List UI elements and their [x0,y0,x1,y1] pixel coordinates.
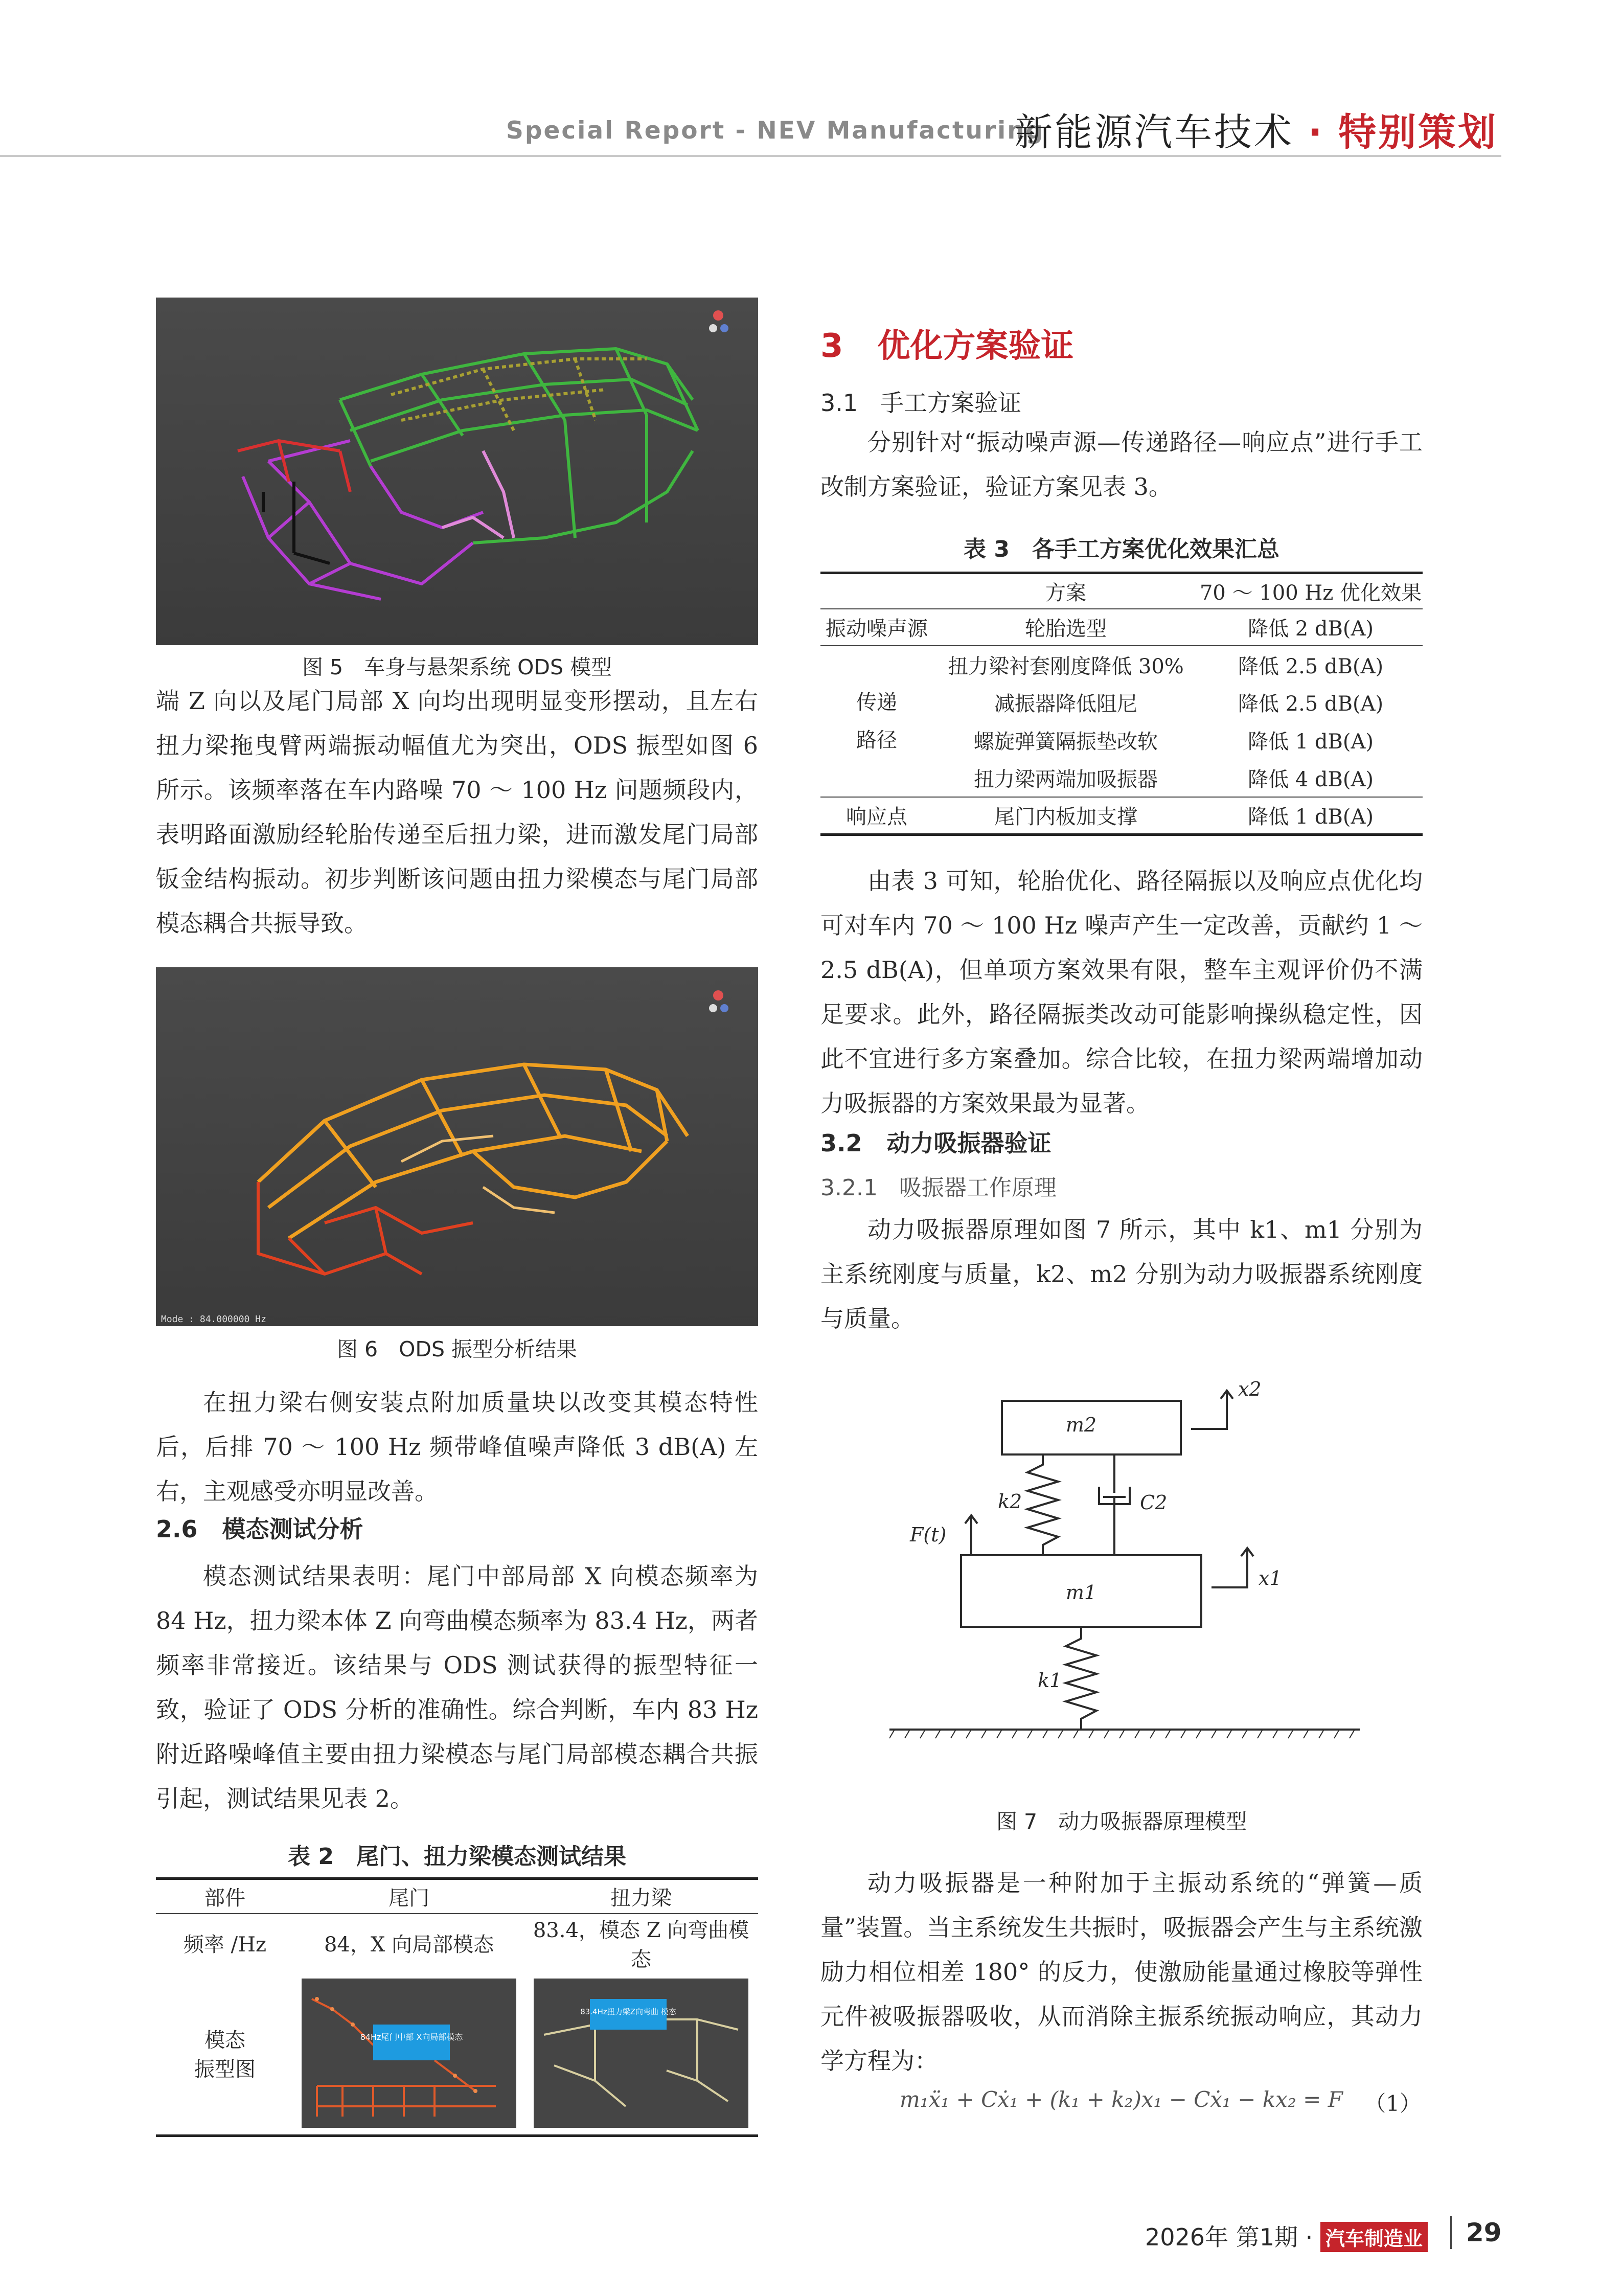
table-2-mode-label [156,1972,294,2136]
figure-6-caption: 图 6 ODS 振型分析结果 [336,1337,578,1361]
table-3-scheme: 扭力梁衬套刚度降低 30% [948,654,1184,678]
header-cn-main: 新能源汽车技术 [1015,110,1294,154]
figure-5-ods-model-drawing [156,298,758,645]
tailgate-mode-label-box [373,2025,450,2060]
section-2-6-number: 2.6 [156,1515,198,1543]
section-3-number: 3 [820,327,843,365]
torsion-beam-mode-image [534,1979,748,2128]
figure-5-caption: 图 5 车身与悬架系统 ODS 模型 [302,655,612,679]
section-2-6-title: 模态测试分析 [222,1515,363,1543]
footer-brand-badge: 汽车制造业 [1320,2222,1428,2252]
table-3-cat-transfer-line1: 传递 [856,690,897,714]
label-c2: C2 [1140,1491,1168,1514]
table-2 [156,1877,758,2137]
torsion-beam-mode-label: 83.4Hz扭力梁Z向弯曲 模态 [580,2007,676,2017]
table-2-mode-label-line1: 模态 [204,2029,245,2053]
table-2-mode-image-tailgate [294,1972,524,2136]
table-2-caption: 表 2 尾门、扭力梁模态测试结果 [288,1844,626,1870]
spring-k2 [1027,1454,1058,1555]
table-3-scheme: 尾门内板加支撑 [994,805,1137,829]
section-3-1-heading [820,384,1021,418]
label-m2: m2 [1065,1414,1097,1436]
table-3-caption: 表 3 各手工方案优化效果汇总 [964,536,1279,562]
table-3-cat-source: 振动噪声源 [826,617,928,641]
table-2-header-part: 部件 [156,1879,294,1914]
tailgate-mode-image [302,1979,516,2128]
table-3-header-empty [820,573,933,609]
table-3-effect: 降低 2 dB(A) [1248,617,1374,641]
equation-1-number: （1） [1364,2091,1421,2116]
table-3-effect: 降低 2.5 dB(A) [1238,654,1384,678]
figure-6-mode-readout: Mode : 84.000000 Hz [161,1314,266,1325]
header-rule [0,155,1501,157]
torsion-beam-mode-drawing [534,1979,748,2128]
label-m1: m1 [1065,1581,1097,1604]
tailgate-mode-label: 84Hz尾门中部 X向局部模态 [360,2032,463,2042]
figure-6-image [156,967,758,1326]
left-paragraph-2: 在扭力梁右侧安装点附加质量块以改变其模态特性后，后排 70 ～ 100 Hz 频带峰值噪声降低 3 dB(A) 左右，主观感受亦明显改善。 [156,1389,758,1505]
header-chinese [1015,102,1498,156]
table-3-scheme: 螺旋弹簧隔振垫改软 [974,730,1158,754]
label-x1: x1 [1259,1567,1282,1589]
label-k2: k2 [998,1490,1022,1513]
figure-7-svg [889,1370,1360,1800]
table-2-mode-label-line2: 振型图 [194,2058,256,2082]
table-3-header-effect: 70 ～ 100 Hz 优化效果 [1199,573,1423,609]
table-3-scheme: 扭力梁两端加吸振器 [974,767,1158,791]
header-english: Special Report - NEV Manufacturing [506,117,1045,145]
table-2-freq-label: 频率 /Hz [183,1933,267,1957]
section-2-6-heading [156,1511,363,1544]
table-3-scheme: 轮胎选型 [1025,617,1107,641]
footer-divider [1450,2216,1452,2249]
figure-7-diagram [889,1370,1360,1800]
ground-hatch [889,1730,1355,1738]
table-2-header-tailgate: 尾门 [294,1879,524,1914]
table-3-row [820,797,1423,835]
section-3-1-title: 手工方案验证 [880,389,1022,417]
table-3-effect: 降低 1 dB(A) [1248,730,1374,754]
left-paragraph-1: 端 Z 向以及尾门局部 X 向均出现明显变形摆动，且左右扭力梁拖曳臂两端振动幅值尤为突出，ODS 振型如图 6 所示。该频率落在车内路噪 70 ～ 100 Hz 问题频段内，表明路面激励经轮胎传递至后扭力梁，进而激发尾门局部钣金结构振动。初步判断该问题由扭力梁模态与尾门局部模态耦合共振导致。 [156,687,758,937]
section-3-2-1-number: 3.2.1 [820,1175,878,1201]
spring-k1 [1066,1627,1096,1730]
left-paragraph-3: 模态测试结果表明：尾门中部局部 X 向模态频率为 84 Hz，扭力梁本体 Z 向弯曲模态频率为 83.4 Hz，两者频率非常接近。该结果与 ODS 测试获得的振型特征一致，验证了 ODS 分析的准确性。综合判断，车内 83 Hz 附近路噪峰值主要由扭力梁模态与尾门局部模态耦合共振引起，测试结果见表 2。 [156,1562,758,1812]
equation-1-text: m₁ẍ₁ + Cẋ₁ + (k₁ + k₂)x₁ − Cẋ₁ − kx₂ = F [900,2087,1343,2112]
table-3-row [820,646,1423,684]
table-2-freq-torsion-beam: 83.4，模态 Z 向弯曲模态 [533,1918,749,1971]
table-3 [820,572,1423,836]
table-2-freq-tailgate: 84，X 向局部模态 [324,1933,494,1957]
figure-7-caption: 图 7 动力吸振器原理模型 [996,1809,1247,1834]
right-paragraph-3: 动力吸振器原理如图 7 所示，其中 k1、m1 分别为主系统刚度与质量，k2、m2 分别为动力吸振器系统刚度与质量。 [820,1216,1423,1332]
label-force: F(t) [910,1524,947,1546]
table-2-mode-image-torsion-beam [524,1972,758,2136]
header-cn-red: 特别策划 [1338,110,1498,154]
section-3-2-1-title: 吸振器工作原理 [899,1175,1057,1201]
section-3-1-number: 3.1 [820,389,858,417]
section-3-title: 优化方案验证 [877,327,1074,365]
table-3-cat-transfer [820,646,933,797]
figure-5-image [156,298,758,645]
header-cn-dot: · [1308,110,1324,154]
label-k1: k1 [1038,1669,1062,1692]
table-3-row [820,609,1423,646]
section-3-heading [820,320,1073,367]
figure-6-ods-result-drawing [156,967,758,1326]
table-3-header-scheme: 方案 [933,573,1199,609]
table-3-effect: 降低 2.5 dB(A) [1238,692,1384,716]
label-x2: x2 [1238,1378,1262,1400]
footer [1145,2219,1428,2253]
section-3-2-title: 动力吸振器验证 [886,1129,1051,1157]
right-paragraph-2: 由表 3 可知，轮胎优化、路径隔振以及响应点优化均可对车内 70 ～ 100 Hz 噪声产生一定改善，贡献约 1 ～ 2.5 dB(A)，但单项方案效果有限，整车主观评价仍不满足要求。此外，路径隔振类改动可能影响操纵稳定性，因此不宜进行多方案叠加。综合比较，在扭力梁两端增加动力吸振器的方案效果最为显著。 [820,867,1423,1117]
table-3-cat-response: 响应点 [846,805,907,829]
table-3-scheme: 减振器降低阻尼 [994,692,1137,716]
section-3-2-number: 3.2 [820,1129,862,1157]
equation-1 [900,2087,1421,2116]
right-paragraph-4: 动力吸振器是一种附加于主振动系统的“弹簧—质量”装置。当主系统发生共振时，吸振器会产生与主系统激励力相位相差 180° 的反力，使激励能量通过橡胶等弹性元件被吸振器吸收，从而消除主振系统振动响应，其动力学方程为： [820,1869,1423,2075]
section-3-2-1-heading [820,1169,1057,1202]
damper-c2 [1099,1454,1130,1555]
footer-page-number: 29 [1466,2218,1502,2247]
right-paragraph-1: 分别针对“振动噪声源—传递路径—响应点”进行手工改制方案验证，验证方案见表 3。 [820,428,1423,501]
section-3-2-heading [820,1125,1051,1158]
tailgate-mode-drawing [302,1979,516,2128]
table-3-cat-transfer-line2: 路径 [856,728,897,752]
table-3-effect: 降低 4 dB(A) [1248,767,1374,791]
table-2-header-torsion-beam: 扭力梁 [524,1879,758,1914]
table-3-effect: 降低 1 dB(A) [1248,805,1374,829]
footer-issue: 2026年 第1期 · [1145,2223,1313,2251]
